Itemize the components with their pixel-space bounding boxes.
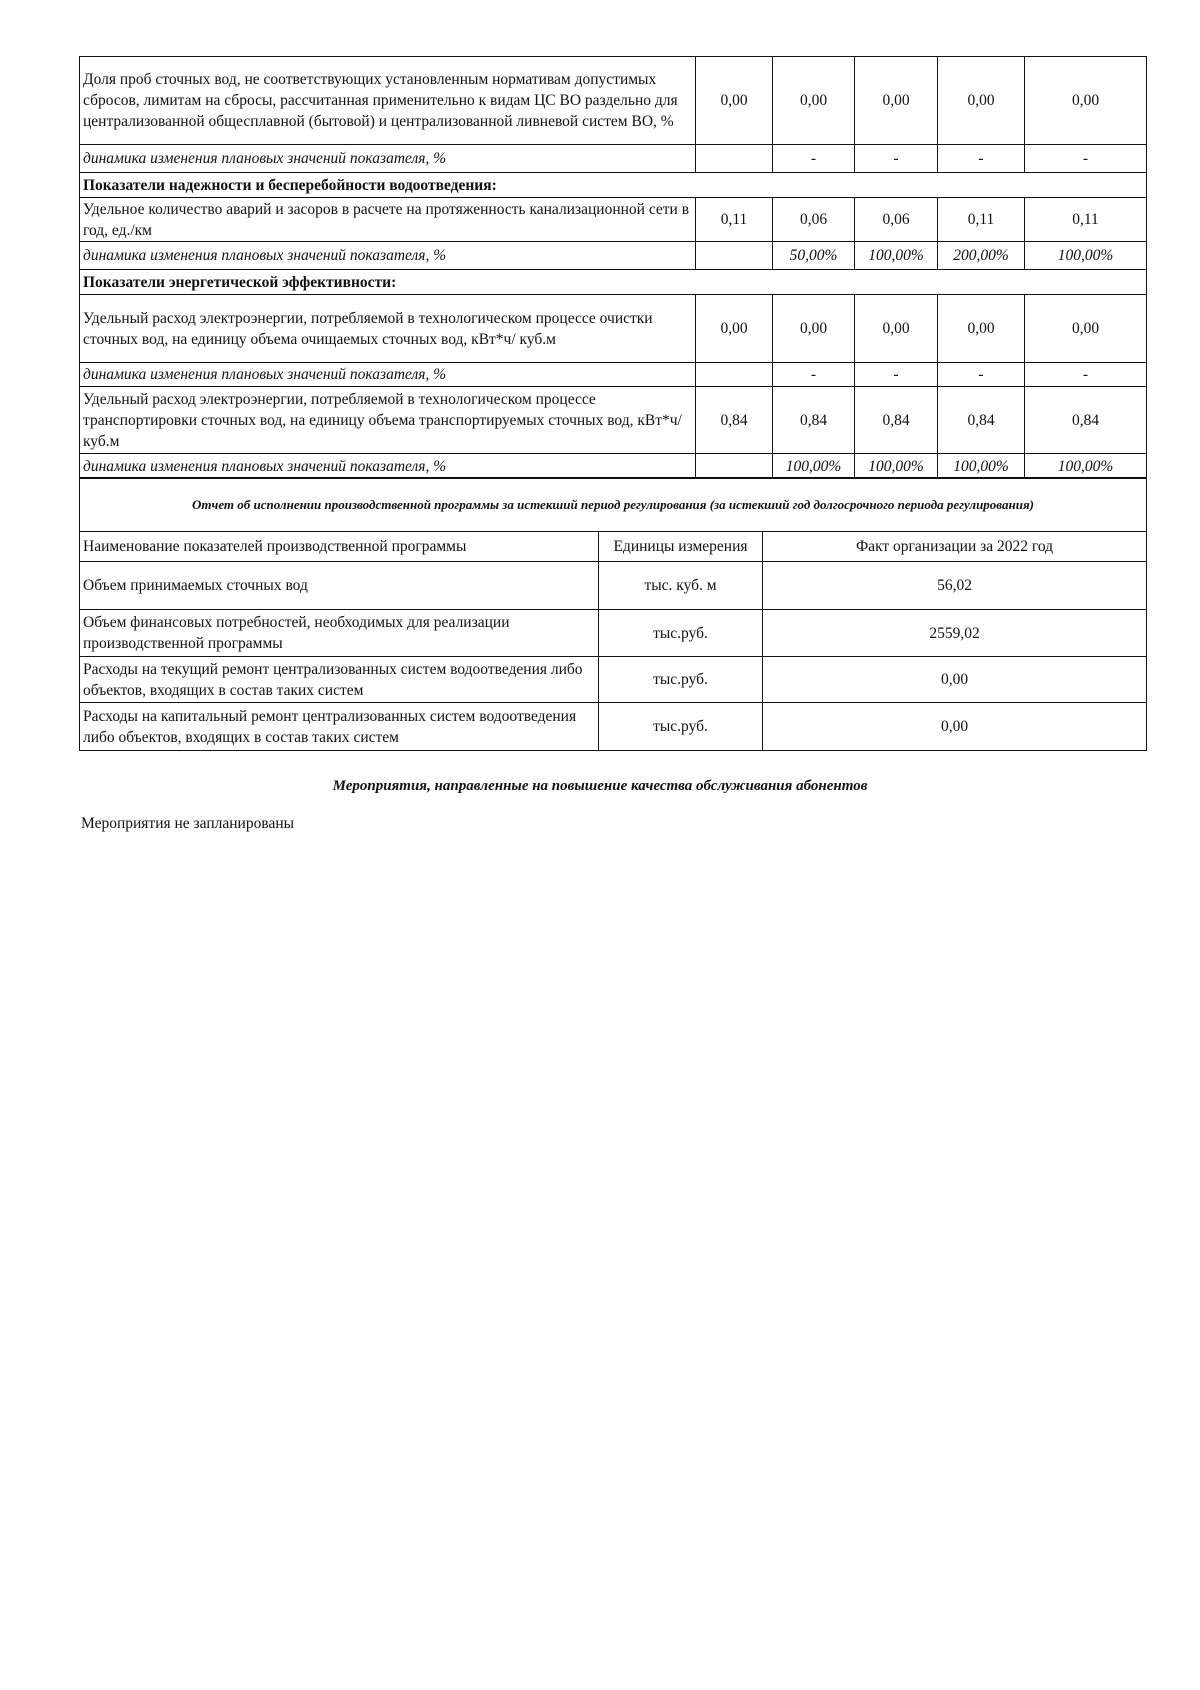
section-row	[80, 270, 1147, 295]
value-cell: -	[938, 145, 1025, 173]
report-fact-cell: 56,02	[763, 562, 1147, 610]
table-row	[80, 363, 1147, 387]
value-cell	[696, 242, 773, 270]
value-cell: 0,84	[855, 387, 938, 454]
table-row	[80, 145, 1147, 173]
table-row	[80, 387, 1147, 454]
value-cell: 200,00%	[938, 242, 1025, 270]
indicators-table	[79, 56, 1147, 479]
report-unit-cell: тыс. куб. м	[599, 562, 763, 610]
indicator-label: Удельный расход электроэнергии, потребляемой в технологическом процессе транспортировки сточных вод, на единицу объема транспортируемых сточных вод, кВт*ч/ куб.м	[80, 387, 696, 454]
value-cell: 0,11	[696, 198, 773, 242]
dynamics-label: динамика изменения плановых значений показателя, %	[80, 145, 696, 173]
table-row	[80, 242, 1147, 270]
value-cell: 100,00%	[773, 454, 855, 479]
value-cell: 0,06	[855, 198, 938, 242]
value-cell: 100,00%	[1025, 242, 1147, 270]
report-unit-cell: тыс.руб.	[599, 657, 763, 703]
value-cell: 100,00%	[1025, 454, 1147, 479]
value-cell: -	[1025, 363, 1147, 387]
report-name-cell: Расходы на текущий ремонт централизованных систем водоотведения либо объектов, входящих в состав таких систем	[80, 657, 599, 703]
dynamics-label: динамика изменения плановых значений показателя, %	[80, 454, 696, 479]
column-header-name: Наименование показателей производственной программы	[80, 532, 599, 562]
table-header-row	[80, 532, 1147, 562]
table-row	[80, 703, 1147, 751]
report-name-cell: Расходы на капитальный ремонт централизованных систем водоотведения либо объектов, входящих в состав таких систем	[80, 703, 599, 751]
value-cell: -	[1025, 145, 1147, 173]
section-heading: Показатели энергетической эффективности:	[80, 270, 1147, 295]
report-fact-cell: 2559,02	[763, 610, 1147, 657]
value-cell: 0,06	[773, 198, 855, 242]
dynamics-label: динамика изменения плановых значений показателя, %	[80, 242, 696, 270]
measures-title: Мероприятия, направленные на повышение качества обслуживания абонентов	[332, 778, 868, 794]
value-cell: 0,00	[773, 57, 855, 145]
measures-text: Мероприятия не запланированы	[81, 815, 295, 832]
value-cell: 0,00	[855, 295, 938, 363]
value-cell: 0,11	[1025, 198, 1147, 242]
section-row	[80, 173, 1147, 198]
value-cell: 0,00	[938, 295, 1025, 363]
value-cell: 0,00	[1025, 295, 1147, 363]
value-cell: 100,00%	[938, 454, 1025, 479]
table-row	[80, 657, 1147, 703]
value-cell: 0,84	[773, 387, 855, 454]
report-unit-cell: тыс.руб.	[599, 610, 763, 657]
value-cell: 0,00	[696, 57, 773, 145]
report-caption: Отчет об исполнении производственной программы за истекший период регулирования (за истекший год долгосрочного периода регулирования)	[80, 478, 1147, 532]
value-cell: -	[855, 145, 938, 173]
value-cell	[696, 145, 773, 173]
table-row	[80, 198, 1147, 242]
value-cell: 100,00%	[855, 242, 938, 270]
dynamics-label: динамика изменения плановых значений показателя, %	[80, 363, 696, 387]
value-cell: 0,84	[1025, 387, 1147, 454]
indicator-label: Удельный расход электроэнергии, потребляемой в технологическом процессе очистки сточных вод, на единицу объема очищаемых сточных вод, кВт*ч/ куб.м	[80, 295, 696, 363]
report-table	[79, 477, 1147, 751]
section-heading: Показатели надежности и бесперебойности водоотведения:	[80, 173, 1147, 198]
value-cell: 100,00%	[855, 454, 938, 479]
column-header-fact: Факт организации за 2022 год	[763, 532, 1147, 562]
value-cell: -	[773, 145, 855, 173]
value-cell: 50,00%	[773, 242, 855, 270]
value-cell: 0,11	[938, 198, 1025, 242]
indicator-label: Удельное количество аварий и засоров в расчете на протяженность канализационной сети в год, ед./км	[80, 198, 696, 242]
report-fact-cell: 0,00	[763, 703, 1147, 751]
table-row	[80, 610, 1147, 657]
value-cell: 0,84	[938, 387, 1025, 454]
value-cell: 0,00	[855, 57, 938, 145]
table-row	[80, 57, 1147, 145]
table-row	[80, 454, 1147, 479]
report-caption-row	[80, 478, 1147, 532]
value-cell: 0,00	[938, 57, 1025, 145]
table-row	[80, 562, 1147, 610]
column-header-unit: Единицы измерения	[599, 532, 763, 562]
report-name-cell: Объем финансовых потребностей, необходимых для реализации производственной программы	[80, 610, 599, 657]
value-cell	[696, 454, 773, 479]
indicator-label: Доля проб сточных вод, не соответствующих установленным нормативам допустимых сбросов, лимитам на сбросы, рассчитанная применительно к видам ЦС ВО раздельно для централизованной общесплавной (бытовой) и централизованной ливневой систем ВО, %	[80, 57, 696, 145]
value-cell: -	[773, 363, 855, 387]
value-cell: 0,00	[696, 295, 773, 363]
table-row	[80, 295, 1147, 363]
value-cell: 0,84	[696, 387, 773, 454]
value-cell: -	[938, 363, 1025, 387]
value-cell	[696, 363, 773, 387]
report-fact-cell: 0,00	[763, 657, 1147, 703]
report-unit-cell: тыс.руб.	[599, 703, 763, 751]
report-name-cell: Объем принимаемых сточных вод	[80, 562, 599, 610]
value-cell: 0,00	[773, 295, 855, 363]
value-cell: 0,00	[1025, 57, 1147, 145]
value-cell: -	[855, 363, 938, 387]
